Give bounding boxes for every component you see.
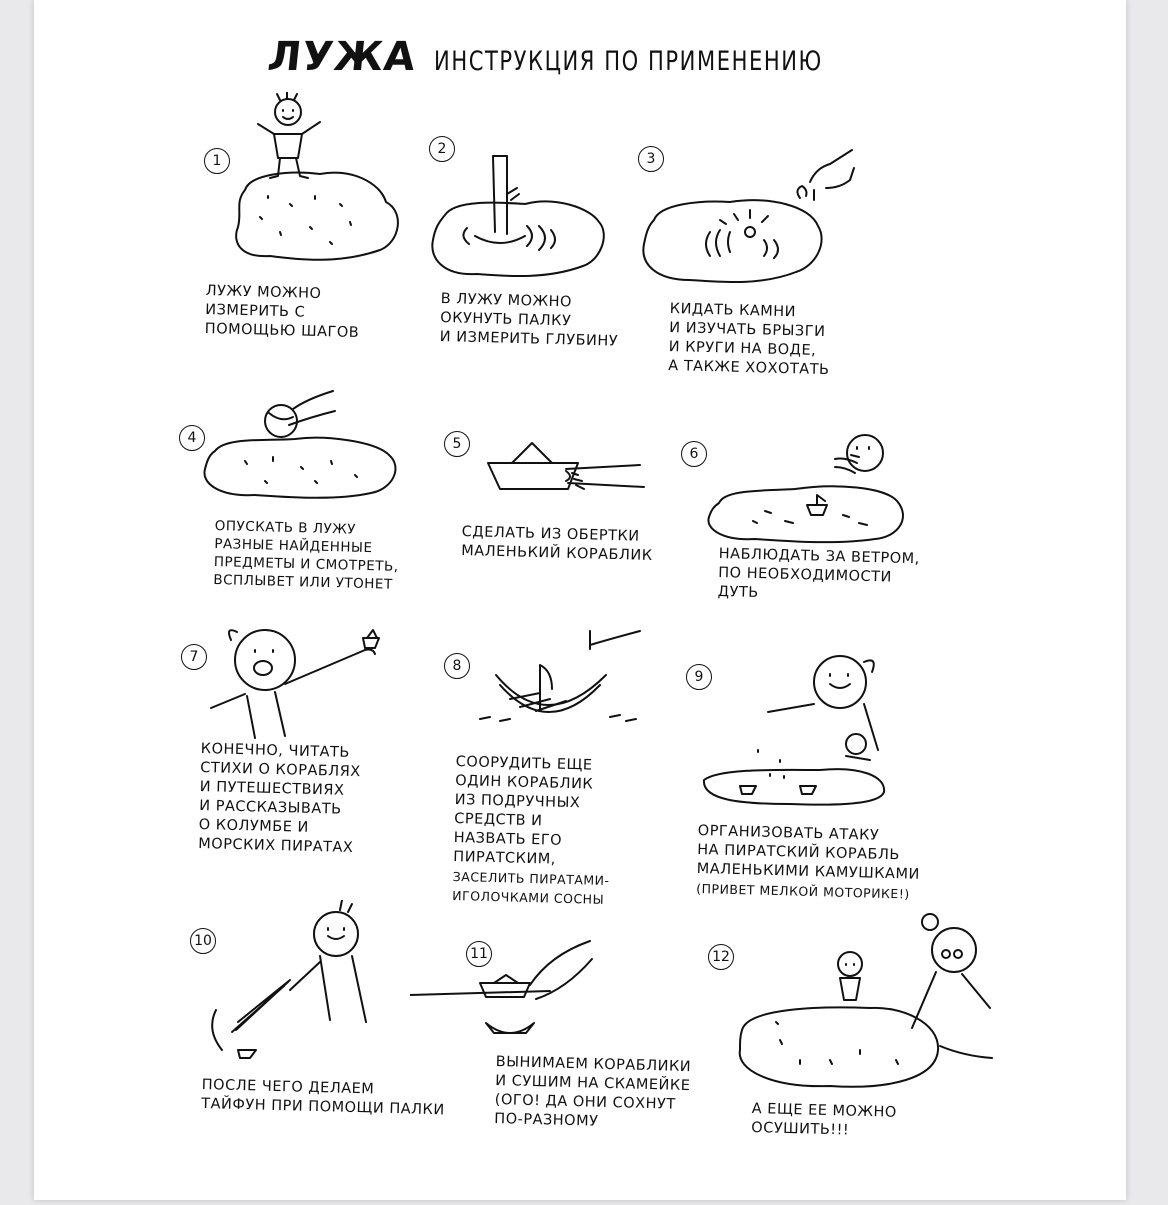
step-7-panel — [175, 610, 475, 880]
title-main: ЛУЖА — [265, 34, 419, 80]
step-number: 7 — [181, 644, 207, 670]
step-number: 5 — [444, 431, 470, 457]
page-title — [265, 34, 933, 80]
step-number: 8 — [444, 653, 470, 679]
step-8-caption: СООРУДИТЬ ЕЩЕ ОДИН КОРАБЛИК ИЗ ПОДРУЧНЫХ СРЕДСТВ И НАЗВАТЬ ЕГО ПИРАТСКИМ, ЗАСЕЛИТЬ ПИРАТАМИ- ИГОЛОЧКАМИ СОСНЫ — [452, 753, 610, 907]
step-9-panel — [680, 640, 980, 910]
step-number: 9 — [686, 664, 712, 690]
step-5-caption: СДЕЛАТЬ ИЗ ОБЕРТКИ МАЛЕНЬКИЙ КОРАБЛИК — [461, 523, 653, 564]
step-11-caption: ВЫНИМАЕМ КОРАБЛИКИ И СУШИМ НА СКАМЕЙКЕ (ОГО! ДА ОНИ СОХНУТ ПО-РАЗНОМУ — [494, 1053, 692, 1130]
step-3-panel — [630, 140, 930, 410]
step-10-caption: ПОСЛЕ ЧЕГО ДЕЛАЕМ ТАЙФУН ПРИ ПОМОЩИ ПАЛКИ — [201, 1076, 445, 1119]
step-4-caption: ОПУСКАТЬ В ЛУЖУ РАЗНЫЕ НАЙДЕННЫЕ ПРЕДМЕТЫ И СМОТРЕТЬ, ВСПЛЫВЕТ ИЛИ УТОНЕТ — [213, 517, 399, 593]
step-number: 1 — [204, 148, 230, 174]
step-3-caption: КИДАТЬ КАМНИ И ИЗУЧАТЬ БРЫЗГИ И КРУГИ НА ВОДЕ, А ТАКЖЕ ХОХОТАТЬ — [668, 300, 830, 379]
step-2-caption: В ЛУЖУ МОЖНО ОКУНУТЬ ПАЛКУ И ИЗМЕРИТЬ ГЛУБИНУ — [439, 290, 619, 350]
step-number: 2 — [429, 136, 455, 162]
step-number: 10 — [190, 928, 216, 954]
step-number: 12 — [708, 944, 734, 970]
step-1-caption: ЛУЖУ МОЖНО ИЗМЕРИТЬ С ПОМОЩЬЮ ШАГОВ — [204, 282, 360, 342]
title-subtitle: ИНСТРУКЦИЯ ПО ПРИМЕНЕНИЮ — [433, 46, 823, 77]
step-12-panel — [700, 910, 1000, 1180]
step-number: 11 — [466, 941, 492, 967]
step-number: 4 — [179, 425, 205, 451]
step-9-caption: ОРГАНИЗОВАТЬ АТАКУ НА ПИРАТСКИЙ КОРАБЛЬ МАЛЕНЬКИМИ КАМУШКАМИ (ПРИВЕТ МЕЛКОЙ МОТОРИКЕ!) — [696, 822, 920, 902]
step-number: 6 — [681, 441, 707, 467]
step-11-panel — [410, 935, 710, 1205]
step-6-caption: НАБЛЮДАТЬ ЗА ВЕТРОМ, ПО НЕОБХОДИМОСТИ ДУТЬ — [717, 545, 920, 602]
step-7-caption: КОНЕЧНО, ЧИТАТЬ СТИХИ О КОРАБЛЯХ И ПУТЕШЕСТВИЯХ И РАССКАЗЫВАТЬ О КОЛУМБЕ И МОРСКИХ ПИРАТАХ — [198, 740, 361, 857]
step-12-caption: А ЕЩЕ ЕЕ МОЖНО ОСУШИТЬ!!! — [751, 1100, 898, 1139]
step-number: 3 — [638, 146, 664, 172]
